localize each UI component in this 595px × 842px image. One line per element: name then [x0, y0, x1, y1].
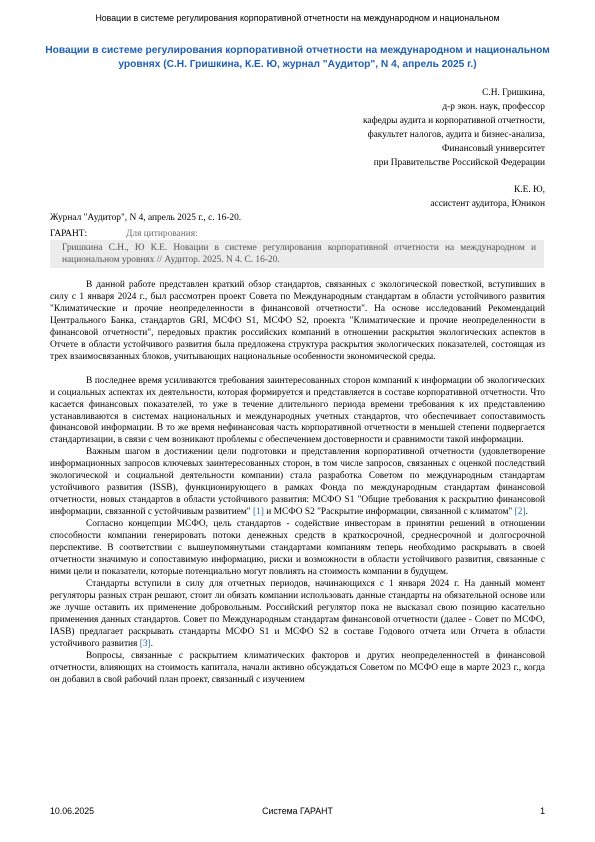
- author-1-line: факультет налогов, аудита и бизнес-анализа,: [367, 129, 545, 140]
- paragraph-text: Важным шагом в достижении цели подготовки и представления корпоративной отчетности (удовлетворение информационных запросов ключевых заинтересованных сторон, в том числе запросов, связанных с оценкой последствий экологической и социальной деятельности компании) стала разработка Советом по международным стандартам устойчивого развития (ISSB), функционирующего в рамках Фонда по международным стандартам финансовой отчетности, новых стандартов в области устойчивого развития: МСФО S1 "Общие требования к раскрытию финансовой информации, связанной с устойчивым развитием": [50, 447, 545, 518]
- paragraph: [50, 447, 545, 519]
- journal-line: Журнал "Аудитор", N 4, апрель 2025 г., с. 16-20.: [50, 213, 242, 223]
- author-1-line: С.Н. Гришкина,: [482, 88, 545, 98]
- footer-date: 10.06.2025: [50, 806, 95, 816]
- paragraph: Вопросы, связанные с раскрытием климатических факторов и других неопределенностей в финансовой отчетности, влияющих на стоимость капитала, начали активно обсуждаться Советом по МСФО еще в марте 2023 г., когда он добавил в свой рабочий план проект, связанный с изучением: [50, 650, 545, 685]
- paragraph: [50, 579, 545, 651]
- paragraph-text: .: [150, 638, 153, 649]
- author-2-line: К.Е. Ю,: [514, 185, 545, 196]
- citation-box: Гришкина С.Н., Ю К.Е. Новации в системе регулирования корпоративной отчетности на международном и национальном уровнях // Аудитор. 2025. N 4. С. 16-20.: [50, 240, 544, 268]
- running-header: Новации в системе регулирования корпоративной отчетности на международном и национальном: [95, 13, 500, 23]
- paragraph-text: и МСФО S2 "Раскрытие информации, связанной с климатом": [263, 507, 515, 518]
- paragraph: В последнее время усиливаются требования заинтересованных сторон компаний к информации об экологических и социальных аспектах их деятельности, которая формируется и представляется в составе корпоративной отчетности. Что касается финансовых показателей, то уже в течение длительного периода времени требования к их представлению устанавливаются в системах национальных и международных учетных стандартов, что обеспечивает сопоставимость финансовой информации. В то же время нефинансовая часть корпоративной отчетности в меньшей степени подвергается стандартизации, в связи с чем возникают проблемы с обеспечением достоверности и сравнимости такой информации.: [50, 375, 545, 446]
- citation-caption: Для цитирования:: [126, 229, 198, 239]
- author-2-line: ассистент аудитора, Юникон: [430, 199, 545, 210]
- author-1-line: при Правительстве Российской Федерации: [373, 157, 545, 168]
- author-1-line: д-р экон. наук, профессор: [442, 101, 545, 112]
- reference-link-1[interactable]: [1]: [252, 507, 264, 518]
- author-1-line: Финансовый университет: [441, 143, 545, 154]
- paragraph-text: .: [525, 507, 528, 518]
- garant-label: ГАРАНТ:: [50, 229, 88, 239]
- authors-block: [165, 87, 545, 212]
- page-footer: [50, 806, 545, 820]
- footer-system: Система ГАРАНТ: [262, 806, 333, 816]
- garant-heading: [50, 229, 198, 239]
- author-1-line: кафедры аудита и корпоративной отчетности,: [363, 115, 545, 126]
- article-body: [50, 280, 545, 686]
- reference-link-3[interactable]: [3]: [139, 638, 151, 649]
- paragraph: В данной работе представлен краткий обзор стандартов, связанных с экологической повесткой, вступивших в силу с 1 января 2024 г., был рассмотрен проект Совета по Международным стандартам в области устойчивого развития "Климатические и прочие неопределенности в финансовой отчетности". На основе исследований Рекомендаций Центрального Банка, стандартов GRI, МСФО S1, МСФО S2, проекта "Климатические и прочие неопределенности в финансовой отчетности", передовых практик российских компаний в отношении раскрытия экологических аспектов в Отчете в области устойчивого развития была предложена структура раскрытия экологических показателей, состоящая из трех взаимосвязанных блоков, учитывающих национальные особенности экономической среды.: [50, 280, 545, 362]
- page-number: 1: [540, 806, 545, 816]
- paragraph: Согласно концепции МСФО, цель стандартов - содействие инвесторам в принятии решений в отношении способности компании генерировать потоки денежных средств в краткосрочной, среднесрочной и долгосрочной перспективе. В соответствии с вышеупомянутыми стандартами компаниям теперь необходимо раскрывать в своей отчетности значимую и сопоставимую информацию, риски и возможности в области устойчивого развития, связанные с ними цели и показатели, которые потенциально могут повлиять на стоимость компании в будущем.: [50, 519, 545, 577]
- reference-link-2[interactable]: [2]: [514, 507, 526, 518]
- paragraph-text: Стандарты вступили в силу для отчетных периодов, начинающихся с 1 января 2024 г. На данный момент регуляторы разных стран решают, стоит ли обязать компании использовать данные стандарты на обязательной основе или же лучше оставить их применение добровольным. Российский регулятор пока не высказал свою позицию касательно применения данных стандартов. Совет по Международным стандартам финансовой отчетности (далее - Совет по МСФО, IASB) предлагает раскрывать стандарты МСФО S1 и МСФО S2 в составе Годового отчета или Отчета в области устойчивого развития: [50, 578, 545, 649]
- document-title: Новации в системе регулирования корпоративной отчетности на международном и национальном уровнях (С.Н. Гришкина, К.Е. Ю, журнал "Аудитор", N 4, апрель 2025 г.): [45, 45, 550, 70]
